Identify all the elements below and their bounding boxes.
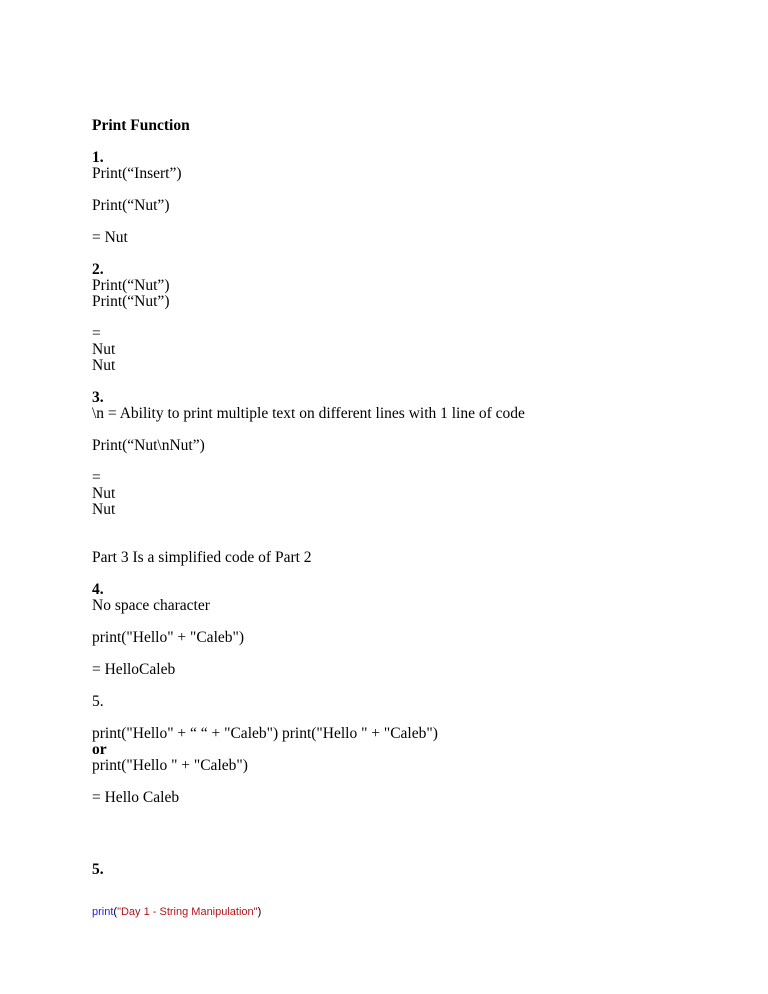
section-number: 2.	[92, 261, 104, 278]
section-number: 5.	[92, 861, 104, 878]
code-line: Print(“Nut”)	[92, 277, 170, 294]
code-snippet	[92, 904, 261, 920]
output-line: = Nut	[92, 229, 128, 246]
code-line: Print(“Nut”)	[92, 293, 170, 310]
output-line: Nut	[92, 341, 116, 358]
code-line: Print(“Insert”)	[92, 165, 182, 182]
note-line: Part 3 Is a simplified code of Part 2	[92, 549, 312, 566]
code-keyword: print	[92, 906, 114, 918]
document-title: Print Function	[92, 117, 190, 134]
output-line: Nut	[92, 357, 116, 374]
code-line: print("Hello" + "Caleb")	[92, 629, 244, 646]
code-line: print("Hello " + "Caleb")	[92, 757, 248, 774]
code-line: print("Hello" + “ “ + "Caleb") print("Hello " + "Caleb")	[92, 725, 438, 742]
output-line: = HelloCaleb	[92, 661, 176, 678]
section-number: 3.	[92, 389, 104, 406]
section-number: 4.	[92, 581, 104, 598]
section-number: 1.	[92, 149, 104, 166]
description-line: \n = Ability to print multiple text on different lines with 1 line of code	[92, 405, 525, 422]
code-line: Print(“Nut\nNut”)	[92, 437, 205, 454]
output-line: =	[92, 325, 101, 342]
section-number: 5.	[92, 693, 104, 710]
code-paren: (	[113, 906, 118, 918]
description-line: No space character	[92, 597, 210, 614]
output-line: Nut	[92, 501, 116, 518]
code-line: Print(“Nut”)	[92, 197, 170, 214]
code-string: "Day 1 - String Manipulation"	[117, 906, 258, 918]
output-line: = Hello Caleb	[92, 789, 180, 806]
output-line: Nut	[92, 485, 116, 502]
output-line: =	[92, 469, 101, 486]
code-paren: )	[257, 906, 262, 918]
or-label: or	[92, 741, 107, 758]
